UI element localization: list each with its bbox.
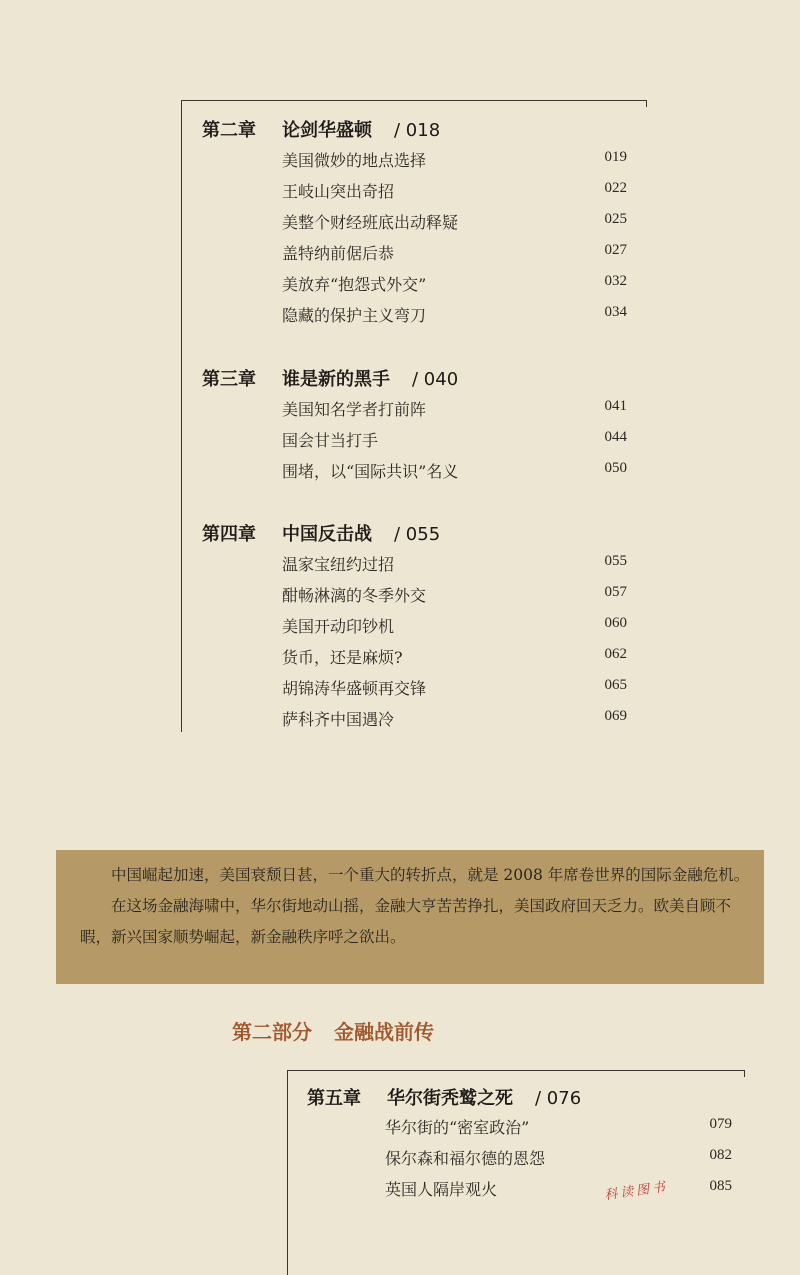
bracket-left-line [181, 100, 182, 732]
part-intro-box [56, 850, 764, 984]
chapter-number: 第五章 [307, 1088, 361, 1109]
chapter-page: / 076 [535, 1088, 582, 1109]
toc-entry-page: 069 [604, 708, 627, 724]
chapter-title: 中国反击战 [282, 524, 372, 545]
toc-entry-page: 060 [604, 615, 627, 631]
toc-entry: 盖特纳前倨后恭 [282, 244, 395, 263]
toc-entry: 英国人隔岸观火 [385, 1180, 498, 1199]
chapter-number: 第三章 [202, 369, 256, 390]
chapter-page: / 040 [412, 369, 459, 390]
part-name: 金融战前传 [334, 1020, 434, 1044]
toc-entry: 萨科齐中国遇冷 [282, 710, 395, 729]
toc-entry: 华尔街的“密室政治” [385, 1118, 530, 1137]
bracket-top-tick [744, 1070, 745, 1077]
toc-entry-page: 027 [604, 242, 627, 258]
intro-paragraph: 在这场金融海啸中，华尔街地动山摇，金融大亨苦苦挣扎，美国政府回天乏力。欧美自顾不暇，新兴国家顺势崛起，新金融秩序呼之欲出。 [80, 897, 732, 946]
toc-entry-page: 044 [604, 429, 627, 445]
toc-entry-page: 055 [604, 553, 627, 569]
toc-entry-page: 050 [604, 460, 627, 476]
bracket-top-line [287, 1070, 745, 1071]
bracket-top-tick [646, 100, 647, 107]
toc-entry: 隐藏的保护主义弯刀 [282, 306, 427, 325]
chapter-number: 第四章 [202, 524, 256, 545]
toc-entry: 美放弃“抱怨式外交” [282, 275, 427, 294]
chapter-title: 论剑华盛顿 [282, 120, 372, 141]
chapter-page: / 055 [394, 524, 441, 545]
toc-entry: 国会甘当打手 [282, 431, 379, 450]
toc-entry-page: 034 [604, 304, 627, 320]
toc-entry: 保尔森和福尔德的恩怨 [385, 1149, 546, 1168]
toc-entry-page: 057 [604, 584, 627, 600]
toc-entry: 温家宝纽约过招 [282, 555, 395, 574]
chapter-number: 第二章 [202, 120, 256, 141]
chapter-heading [202, 365, 458, 391]
toc-entry-page: 062 [604, 646, 627, 662]
chapter-title: 谁是新的黑手 [282, 369, 390, 390]
toc-entry: 酣畅淋漓的冬季外交 [282, 586, 427, 605]
toc-entry: 美国知名学者打前阵 [282, 400, 427, 419]
toc-entry-page: 022 [604, 180, 627, 196]
toc-entry: 美国开动印钞机 [282, 617, 395, 636]
chapter-heading [307, 1084, 581, 1110]
chapter-heading [202, 116, 440, 142]
toc-entry-page: 079 [709, 1116, 732, 1132]
toc-entry: 王岐山突出奇招 [282, 182, 395, 201]
intro-paragraph: 中国崛起加速，美国衰颓日甚，一个重大的转折点，就是 2008 年席卷世界的国际金融危机。 [111, 866, 750, 884]
bracket-left-line [287, 1070, 288, 1275]
toc-entry: 美整个财经班底出动释疑 [282, 213, 459, 232]
toc-entry: 货币，还是麻烦? [282, 648, 403, 667]
toc-entry-page: 085 [709, 1178, 732, 1194]
chapter-title: 华尔街秃鹫之死 [387, 1088, 513, 1109]
chapter-heading [202, 520, 440, 546]
part-label: 第二部分 [232, 1020, 312, 1044]
part-title [232, 1016, 434, 1045]
toc-entry-page: 065 [604, 677, 627, 693]
chapter-page: / 018 [394, 120, 441, 141]
toc-entry-page: 082 [709, 1147, 732, 1163]
bracket-top-line [181, 100, 647, 101]
toc-entry-page: 041 [604, 398, 627, 414]
toc-entry-page: 032 [604, 273, 627, 289]
library-stamp: 科读图书 [603, 1179, 670, 1204]
toc-entry: 围堵，以“国际共识”名义 [282, 462, 459, 481]
toc-entry: 美国微妙的地点选择 [282, 151, 427, 170]
toc-entry-page: 025 [604, 211, 627, 227]
toc-entry: 胡锦涛华盛顿再交锋 [282, 679, 427, 698]
toc-entry-page: 019 [604, 149, 627, 165]
